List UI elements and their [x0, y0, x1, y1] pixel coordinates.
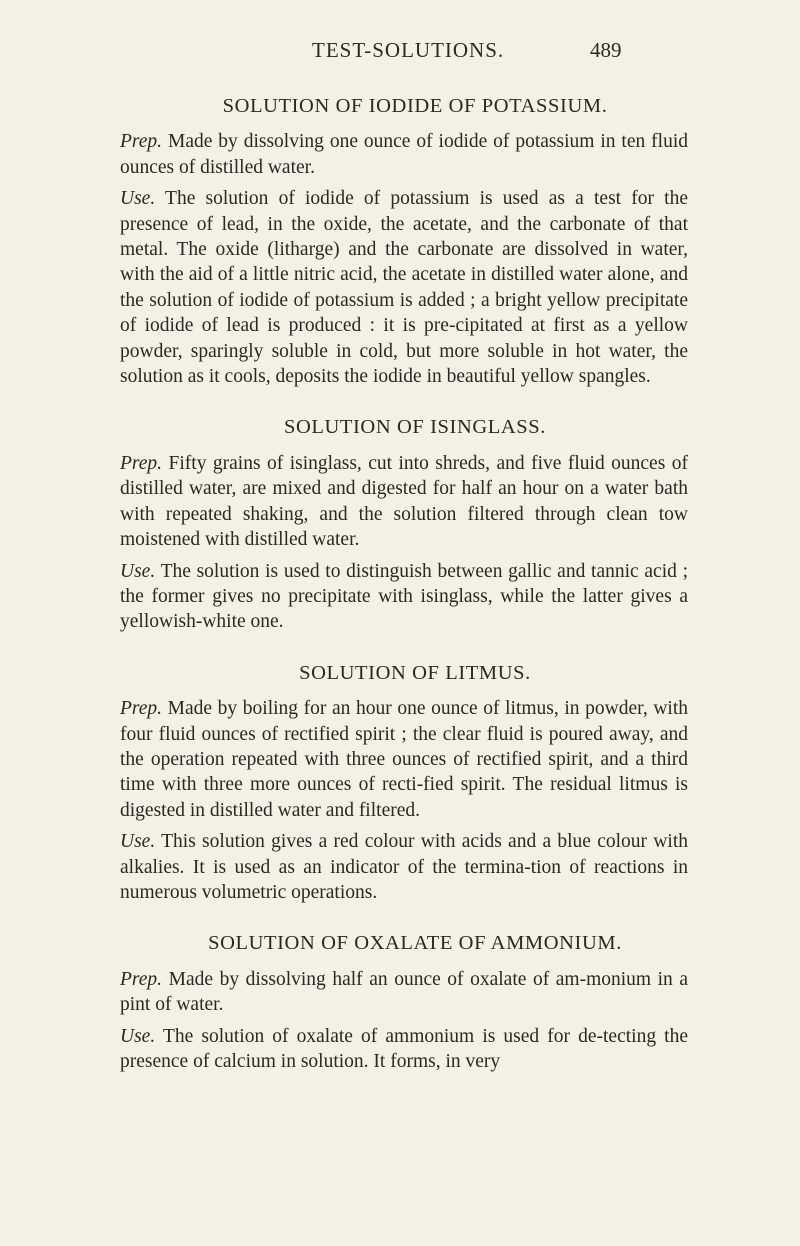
section-heading: SOLUTION OF IODIDE OF POTASSIUM.	[222, 95, 608, 117]
prep-paragraph	[120, 967, 688, 1018]
prep-text: Made by dissolving one ounce of iodide of potassium in ten fluid ounces of distilled water.	[120, 131, 688, 178]
section-heading: SOLUTION OF OXALATE OF AMMONIUM.	[208, 932, 622, 955]
prep-text: Made by dissolving half an ounce of oxalate of am-monium in a pint of water.	[120, 968, 689, 1016]
prep-text: Made by boiling for an hour one ounce of litmus, in powder, with four fluid ounces of rectified spirit ; the clear fluid is poured away, and the operation repeated with three ounces of rectified spirit, and a third time with three more ounces of recti-fied spirit. The residual litmus is digested in distilled water and filtered.	[120, 698, 688, 821]
use-paragraph	[120, 1024, 688, 1075]
prep-paragraph	[120, 451, 688, 553]
use-text: The solution of oxalate of ammonium is used for de-tecting the presence of calcium in solution. It forms, in very	[120, 1025, 688, 1072]
use-label: Use.	[120, 831, 156, 853]
use-paragraph	[120, 186, 688, 389]
prep-label: Prep.	[120, 698, 163, 720]
use-paragraph	[120, 559, 688, 635]
prep-paragraph	[120, 696, 688, 823]
prep-label: Prep.	[120, 968, 163, 990]
use-label: Use.	[120, 188, 156, 210]
prep-label: Prep.	[120, 452, 163, 474]
page-number: 489	[590, 38, 622, 62]
section-isinglass	[120, 415, 688, 634]
prep-text: Fifty grains of isinglass, cut into shreds, and five fluid ounces of distilled water, are mixed and digested for half an hour on a water bath with repeated shaking, and the solution filtered through clean tow moistened with distilled water.	[120, 452, 688, 551]
use-paragraph	[120, 829, 688, 905]
prep-label: Prep.	[120, 131, 163, 153]
use-label: Use.	[120, 560, 156, 582]
section-litmus	[120, 661, 688, 906]
use-text: The solution is used to distinguish between gallic and tannic acid ; the former gives no precipitate with isinglass, while the latter gives a yellowish-white one.	[120, 560, 688, 633]
section-heading: SOLUTION OF ISINGLASS.	[283, 416, 547, 439]
use-text: This solution gives a red colour with acids and a blue colour with alkalies. It is used as an indicator of the termina-tion of reactions in numerous volumetric operations.	[120, 831, 688, 903]
section-iodide-of-potassium	[120, 94, 688, 389]
running-title: TEST-SOLUTIONS.	[312, 38, 505, 62]
prep-paragraph	[120, 129, 688, 180]
section-oxalate-of-ammonium	[120, 931, 688, 1074]
section-heading: SOLUTION OF LITMUS.	[299, 661, 531, 684]
running-head	[0, 38, 800, 78]
page-body	[120, 94, 688, 1074]
use-text: The solution of iodide of potassium is used as a test for the presence of lead, in the oxide, the acetate, and the carbonate of that metal. The oxide (litharge) and the carbonate are dissolved in water, with the aid of a little nitric acid, the acetate in distilled water alone, and the solution of iodide of potassium is added ; a bright yellow precipitate of iodide of lead is produced : it is pre-cipitated at first as a yellow powder, sparingly soluble in cold, but more soluble in hot water, the solution as it cools, deposits the iodide in beautiful yellow spangles.	[120, 188, 688, 388]
use-label: Use.	[120, 1025, 156, 1047]
